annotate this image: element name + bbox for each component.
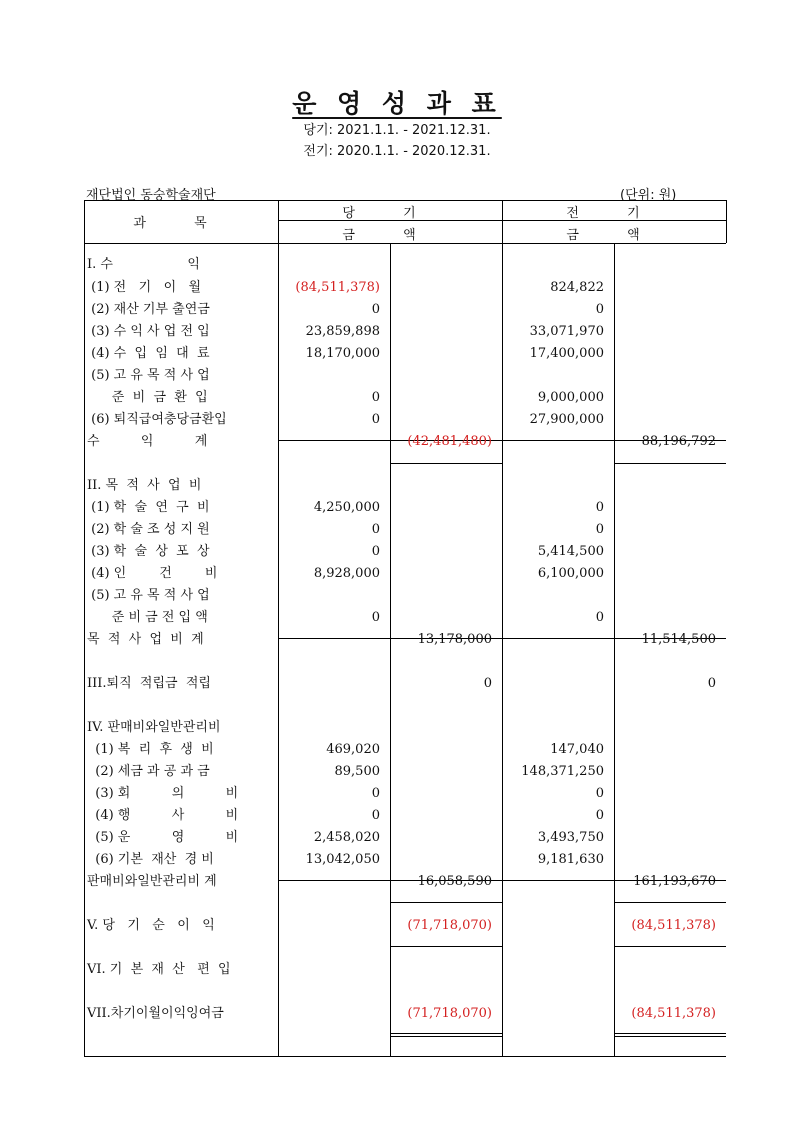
statement-row bbox=[84, 761, 726, 783]
statement-row bbox=[84, 607, 726, 629]
amount-c1: 89,500 bbox=[334, 764, 380, 779]
amount-c3: 0 bbox=[595, 786, 604, 801]
amount-c3: 6,100,000 bbox=[537, 566, 604, 581]
amount-c4: 88,196,792 bbox=[641, 434, 716, 449]
amount-c3: 0 bbox=[595, 808, 604, 823]
amount-c1: 18,170,000 bbox=[305, 346, 380, 361]
amount-c3: 3,493,750 bbox=[537, 830, 604, 845]
statement-row bbox=[84, 959, 726, 981]
amount-c2: (42,481,480) bbox=[407, 434, 492, 449]
period-current: 당기: 2021.1.1. - 2021.12.31. bbox=[303, 123, 491, 138]
amount-c2: 0 bbox=[483, 676, 492, 691]
row-label: (5) 고 유 목 적 사 업 bbox=[87, 368, 210, 383]
unit-label: (단위: 원) bbox=[620, 188, 677, 203]
row-label: I. 수 익 bbox=[87, 257, 200, 272]
amount-c3: 0 bbox=[595, 610, 604, 625]
statement-row bbox=[84, 1003, 726, 1025]
row-label: (4) 인 건 비 bbox=[87, 566, 218, 581]
amount-c1: 8,928,000 bbox=[313, 566, 380, 581]
statement-row bbox=[84, 254, 726, 276]
amount-c2: (71,718,070) bbox=[407, 918, 492, 933]
row-label: 판매비와일반관리비 계 bbox=[87, 874, 217, 889]
table-bottom-border bbox=[84, 1056, 726, 1057]
row-label: (6) 기본 재산 경 비 bbox=[87, 852, 214, 867]
amount-c1: 469,020 bbox=[326, 742, 380, 757]
amount-c2: 16,058,590 bbox=[417, 874, 492, 889]
retained-double-line-2-current bbox=[390, 1036, 502, 1037]
statement-row bbox=[84, 541, 726, 563]
row-label: 준 비 금 환 입 bbox=[87, 390, 208, 405]
header-subject: 과 목 bbox=[133, 216, 229, 231]
statement-row bbox=[84, 277, 726, 299]
statement-row bbox=[84, 497, 726, 519]
statement-row bbox=[84, 915, 726, 937]
retained-double-line-2-prior bbox=[614, 1036, 726, 1037]
amount-c1: 0 bbox=[371, 302, 380, 317]
statement-row bbox=[84, 739, 726, 761]
statement-row bbox=[84, 651, 726, 673]
amount-c4: 11,514,500 bbox=[641, 632, 716, 647]
amount-c1: 23,859,898 bbox=[305, 324, 380, 339]
statement-row bbox=[84, 937, 726, 959]
amount-c3: 17,400,000 bbox=[529, 346, 604, 361]
row-label: VI. 기 본 재 산 편 입 bbox=[87, 962, 231, 977]
row-label: (5) 고 유 목 적 사 업 bbox=[87, 588, 210, 603]
statement-row bbox=[84, 673, 726, 695]
statement-row bbox=[84, 475, 726, 497]
amount-c2: (71,718,070) bbox=[407, 1006, 492, 1021]
amount-c3: 9,000,000 bbox=[537, 390, 604, 405]
amount-c1: 4,250,000 bbox=[313, 500, 380, 515]
statement-row bbox=[84, 563, 726, 585]
amount-c1: (84,511,378) bbox=[295, 280, 380, 295]
statement-row bbox=[84, 519, 726, 541]
amount-c3: 147,040 bbox=[550, 742, 604, 757]
header-current-amount: 금 액 bbox=[342, 228, 438, 243]
row-label: (6) 퇴직급여충당금환입 bbox=[87, 412, 227, 427]
row-label: (2) 세금 과 공 과 금 bbox=[87, 764, 210, 779]
statement-row bbox=[84, 409, 726, 431]
statement-row bbox=[84, 629, 726, 651]
row-label: (3) 수 익 사 업 전 입 bbox=[87, 324, 210, 339]
statement-row bbox=[84, 827, 726, 849]
statement-row bbox=[84, 849, 726, 871]
row-label: II. 목 적 사 업 비 bbox=[87, 478, 202, 493]
statement-row bbox=[84, 453, 726, 475]
header-prior-period: 전 기 bbox=[566, 206, 662, 221]
statement-row bbox=[84, 893, 726, 915]
amount-c3: 33,071,970 bbox=[529, 324, 604, 339]
statement-title-text: 운 영 성 과 표 bbox=[292, 89, 502, 118]
row-label: IV. 판매비와일반관리비 bbox=[87, 720, 221, 735]
header-bottom-line bbox=[84, 243, 726, 244]
amount-c1: 0 bbox=[371, 522, 380, 537]
amount-c4: (84,511,378) bbox=[631, 1006, 716, 1021]
amount-c4: 0 bbox=[707, 676, 716, 691]
header-prior-amount: 금 액 bbox=[566, 228, 662, 243]
amount-c4: (84,511,378) bbox=[631, 918, 716, 933]
statement-row bbox=[84, 981, 726, 1003]
table-right-border-header bbox=[726, 200, 727, 243]
amount-c1: 0 bbox=[371, 786, 380, 801]
amount-c1: 0 bbox=[371, 412, 380, 427]
amount-c3: 27,900,000 bbox=[529, 412, 604, 427]
amount-c1: 2,458,020 bbox=[313, 830, 380, 845]
statement-row bbox=[84, 717, 726, 739]
row-label: III.퇴직 적립금 적립 bbox=[87, 676, 211, 691]
statement-row bbox=[84, 585, 726, 607]
amount-c1: 0 bbox=[371, 808, 380, 823]
amount-c3: 0 bbox=[595, 500, 604, 515]
amount-c1: 0 bbox=[371, 610, 380, 625]
amount-c1: 13,042,050 bbox=[305, 852, 380, 867]
row-label: VII.차기이월이익잉여금 bbox=[87, 1006, 224, 1021]
statement-title bbox=[0, 84, 794, 120]
amount-c1: 0 bbox=[371, 390, 380, 405]
table-top-border bbox=[84, 200, 726, 201]
row-label: (5) 운 영 비 bbox=[87, 830, 239, 845]
row-label: 준 비 금 전 입 액 bbox=[87, 610, 208, 625]
row-label: (2) 학 술 조 성 지 원 bbox=[87, 522, 210, 537]
statement-row bbox=[84, 871, 726, 893]
organization-name: 재단법인 동숭학술재단 bbox=[86, 188, 216, 203]
row-label: (4) 수 입 임 대 료 bbox=[87, 346, 210, 361]
statement-row bbox=[84, 299, 726, 321]
row-label: (3) 학 술 상 포 상 bbox=[87, 544, 210, 559]
row-label: (1) 복 리 후 생 비 bbox=[87, 742, 214, 757]
statement-row bbox=[84, 431, 726, 453]
header-current-period: 당 기 bbox=[342, 206, 438, 221]
period-prior: 전기: 2020.1.1. - 2020.12.31. bbox=[303, 144, 491, 159]
row-label: 목 적 사 업 비 계 bbox=[87, 632, 204, 647]
statement-row bbox=[84, 365, 726, 387]
statement-row bbox=[84, 343, 726, 365]
row-label: (2) 재산 기부 출연금 bbox=[87, 302, 210, 317]
row-label: 수 익 계 bbox=[87, 434, 208, 449]
row-label: (1) 학 술 연 구 비 bbox=[87, 500, 210, 515]
statement-row bbox=[84, 387, 726, 409]
amount-c3: 0 bbox=[595, 302, 604, 317]
amount-c3: 0 bbox=[595, 522, 604, 537]
amount-c2: 13,178,000 bbox=[417, 632, 492, 647]
amount-c3: 5,414,500 bbox=[537, 544, 604, 559]
statement-table bbox=[84, 200, 726, 1057]
row-label: (3) 회 의 비 bbox=[87, 786, 239, 801]
amount-c4: 161,193,670 bbox=[633, 874, 716, 889]
amount-c3: 148,371,250 bbox=[521, 764, 604, 779]
retained-double-line-1-prior bbox=[614, 1033, 726, 1034]
row-label: (1) 전 기 이 월 bbox=[87, 280, 202, 295]
statement-row bbox=[84, 321, 726, 343]
amount-c1: 0 bbox=[371, 544, 380, 559]
row-label: (4) 행 사 비 bbox=[87, 808, 239, 823]
statement-row bbox=[84, 783, 726, 805]
retained-double-line-1-current bbox=[390, 1033, 502, 1034]
amount-c3: 9,181,630 bbox=[537, 852, 604, 867]
statement-row bbox=[84, 695, 726, 717]
row-label: V. 당 기 순 이 익 bbox=[87, 918, 215, 933]
statement-row bbox=[84, 805, 726, 827]
amount-c3: 824,822 bbox=[550, 280, 604, 295]
